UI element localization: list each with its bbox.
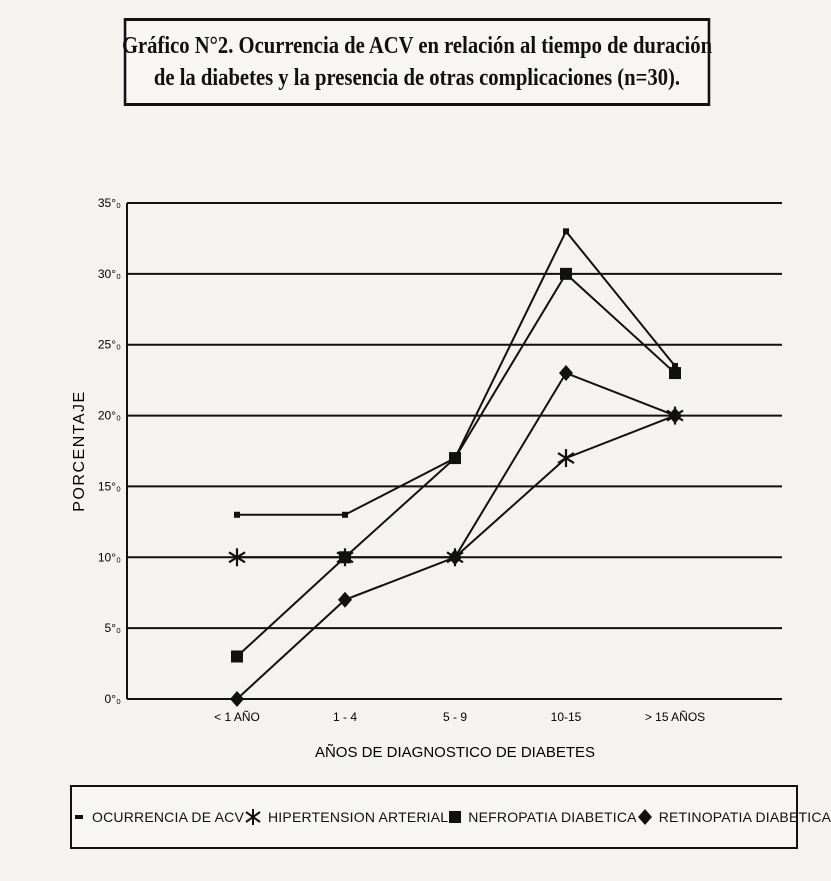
y-tick-label-25: 25°₀ xyxy=(97,337,121,352)
series-line-2 xyxy=(237,274,675,657)
axes xyxy=(127,203,782,699)
x-tick-label-2: 5 - 9 xyxy=(442,710,468,724)
legend-entry-acv xyxy=(72,809,244,825)
marker-s2-p2 xyxy=(449,452,461,464)
marker-s2-p3 xyxy=(560,268,572,280)
y-tick-label-10: 10°₀ xyxy=(97,550,121,565)
legend-entry-nefropatia xyxy=(448,809,636,825)
marker-s3-p4 xyxy=(668,408,682,424)
marker-s0-p3 xyxy=(563,228,569,234)
x-axis-label: AÑOS DE DIAGNOSTICO DE DIABETES xyxy=(314,744,596,761)
marker-s0-p0 xyxy=(234,512,240,518)
marker-s2-p4 xyxy=(669,367,681,379)
square-marker-icon xyxy=(448,810,462,824)
chart-legend xyxy=(70,785,831,849)
diamond-marker-icon xyxy=(637,808,653,826)
y-tick-label-5: 5°₀ xyxy=(104,621,121,636)
chart-title-line-1: Gráfico N°2. Ocurrencia de ACV en relación al tiempo de duración xyxy=(121,33,713,59)
x-tick-label-3: 10-15 xyxy=(550,710,582,724)
x-tick-label-0: < 1 AÑO xyxy=(214,710,260,724)
marker-s2-p0 xyxy=(231,650,243,662)
y-tick-label-35: 35°₀ xyxy=(97,196,121,210)
legend-label-acv: OCURRENCIA DE ACV xyxy=(92,809,244,825)
x-tick-label-4: > 15 AÑOS xyxy=(644,710,706,724)
y-tick-label-20: 20°₀ xyxy=(97,408,121,423)
chart-title-box xyxy=(121,18,713,106)
marker-s0-p1 xyxy=(342,512,348,518)
line-chart xyxy=(0,180,804,780)
y-tick-label-15: 15°₀ xyxy=(97,479,121,494)
chart-title-line-2: de la diabetes y la presencia de otras complicaciones (n=30). xyxy=(153,65,681,91)
y-tick-labels xyxy=(98,196,121,706)
legend-entry-retinopatia xyxy=(637,808,831,826)
y-axis-label: PORCENTAJE xyxy=(71,390,88,512)
legend-label-hipertension: HIPERTENSION ARTERIAL xyxy=(268,809,449,825)
dash-marker-icon xyxy=(72,810,86,824)
marker-s2-p1 xyxy=(339,551,351,563)
x-tick-labels xyxy=(214,710,705,724)
legend-label-nefropatia: NEFROPATIA DIABETICA xyxy=(468,809,637,825)
series-markers xyxy=(229,228,683,707)
y-tick-label-30: 30°₀ xyxy=(97,266,121,281)
asterisk-marker-icon xyxy=(244,808,262,826)
y-tick-label-0: 0°₀ xyxy=(104,692,121,706)
series-line-3 xyxy=(237,373,675,699)
marker-s3-p3 xyxy=(559,365,573,381)
x-tick-label-1: 1 - 4 xyxy=(332,710,358,724)
legend-label-retinopatia: RETINOPATIA DIABETICA xyxy=(658,809,831,825)
legend-entry-hipertension xyxy=(244,808,448,826)
